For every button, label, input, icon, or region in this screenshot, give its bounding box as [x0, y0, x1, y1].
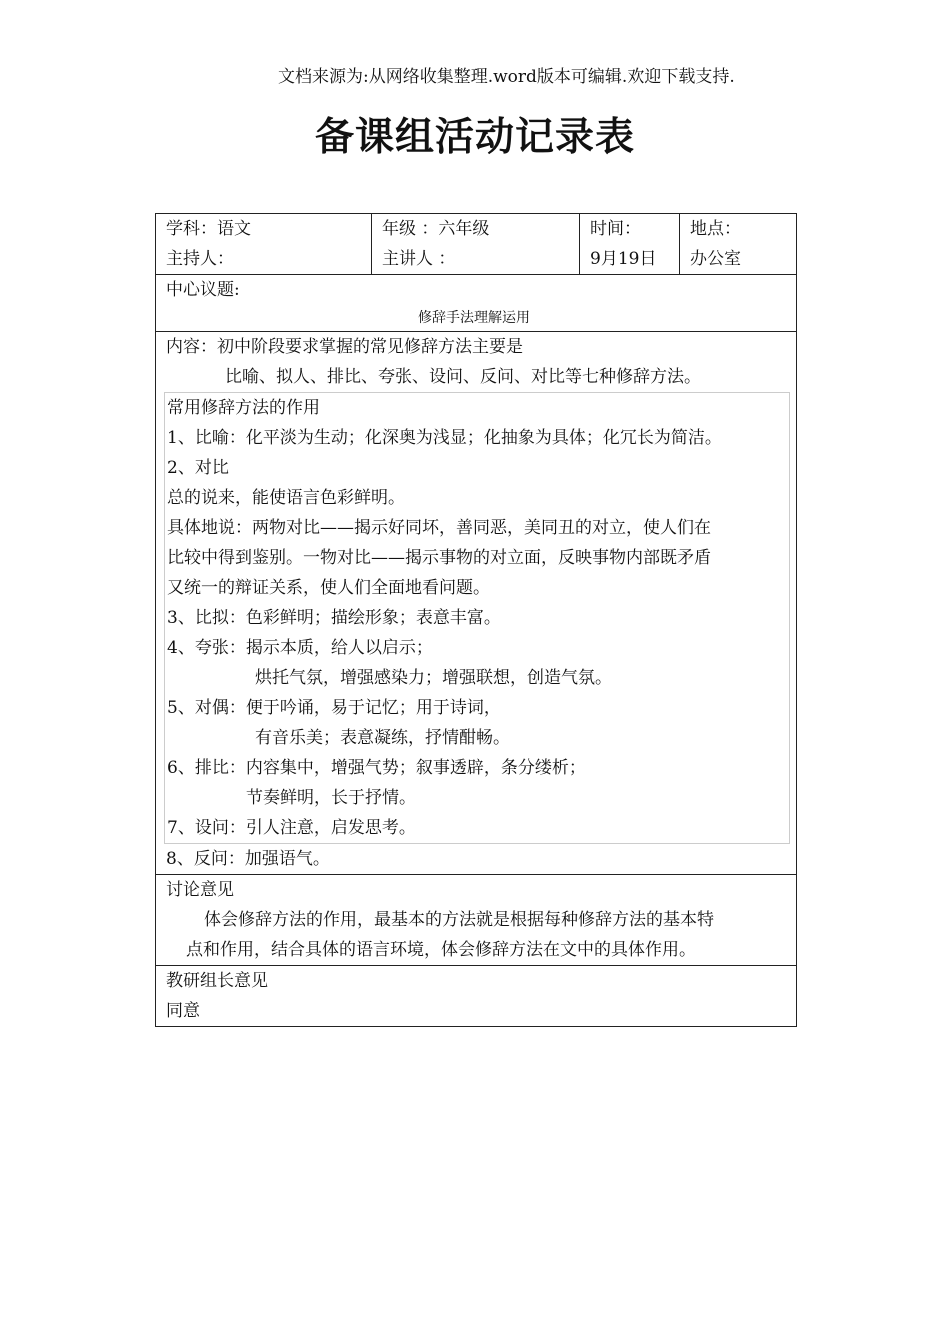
content-line: 总的说来，能使语言色彩鲜明。: [167, 488, 405, 508]
content-line: 节奏鲜明，长于抒情。: [246, 788, 416, 808]
content-line: 比较中得到鉴别。一物对比——揭示事物的对立面，反映事物内部既矛盾: [167, 548, 711, 568]
content-line: 7、设问：引人注意，启发思考。: [167, 818, 416, 838]
topic-cell: [156, 275, 797, 332]
content-methods: 比喻、拟人、排比、夸张、设问、反问、对比等七种修辞方法。: [225, 367, 701, 387]
subject-cell: [156, 214, 372, 275]
content-line: 5、对偶：便于吟诵，易于记忆；用于诗词，: [167, 698, 501, 718]
topic-value: 修辞手法理解运用: [418, 310, 530, 326]
content-line: 又统一的辩证关系，使人们全面地看问题。: [167, 578, 490, 598]
host-label: 主持人：: [166, 249, 234, 269]
time-cell: [580, 214, 680, 275]
place-value: 办公室: [690, 249, 741, 269]
place-label: 地点：: [690, 219, 741, 239]
page-title: 备课组活动记录表: [314, 114, 635, 160]
grade-cell: [372, 214, 580, 275]
content-line: 2、对比: [167, 458, 229, 478]
content-intro: 内容：初中阶段要求掌握的常见修辞方法主要是: [166, 337, 523, 357]
leader-cell: [156, 966, 797, 1027]
grade-label: 年级 ：六年级: [382, 219, 490, 239]
speaker-label: 主讲人 ：: [382, 249, 456, 269]
subject-label: 学科：语文: [166, 219, 251, 239]
content-line: 具体地说：两物对比——揭示好同坏，善同恶，美同丑的对立，使人们在: [167, 518, 711, 538]
content-line: 3、比拟：色彩鲜明；描绘形象；表意丰富。: [167, 608, 501, 628]
leader-value: 同意: [166, 1001, 200, 1021]
discussion-text: 体会修辞方法的作用，最基本的方法就是根据每种修辞方法的基本特: [204, 910, 714, 930]
time-label: 时间：: [590, 219, 641, 239]
info-row: [156, 214, 797, 275]
content-line: 有音乐美；表意凝练，抒情酣畅。: [255, 728, 510, 748]
discussion-cell: [156, 875, 797, 966]
discussion-label: 讨论意见: [166, 880, 234, 900]
source-note: 文档来源为:从网络收集整理.word版本可编辑.欢迎下载支持.: [278, 67, 735, 87]
content-inner-box: [164, 392, 790, 844]
content-line: 烘托气氛，增强感染力；增强联想，创造气氛。: [255, 668, 612, 688]
topic-row: [156, 275, 797, 332]
content-line: 4、夸张：揭示本质，给人以启示；: [167, 638, 433, 658]
leader-label: 教研组长意见: [166, 971, 268, 991]
activity-record-table: [155, 213, 797, 1027]
discussion-row: [156, 875, 797, 966]
content-line: 6、排比：内容集中，增强气势；叙事透辟，条分缕析；: [167, 758, 586, 778]
content-line: 1、比喻：化平淡为生动；化深奥为浅显；化抽象为具体；化冗长为简洁。: [167, 428, 722, 448]
place-cell: [680, 214, 797, 275]
content-heading: 常用修辞方法的作用: [167, 398, 320, 418]
content-line: 8、反问：加强语气。: [166, 849, 330, 869]
leader-row: [156, 966, 797, 1027]
content-cell: [156, 332, 797, 875]
discussion-text: 点和作用，结合具体的语言环境，体会修辞方法在文中的具体作用。: [186, 940, 696, 960]
time-value: 9月19日: [590, 249, 657, 269]
content-row: [156, 332, 797, 875]
topic-label: 中心议题:: [166, 280, 240, 300]
